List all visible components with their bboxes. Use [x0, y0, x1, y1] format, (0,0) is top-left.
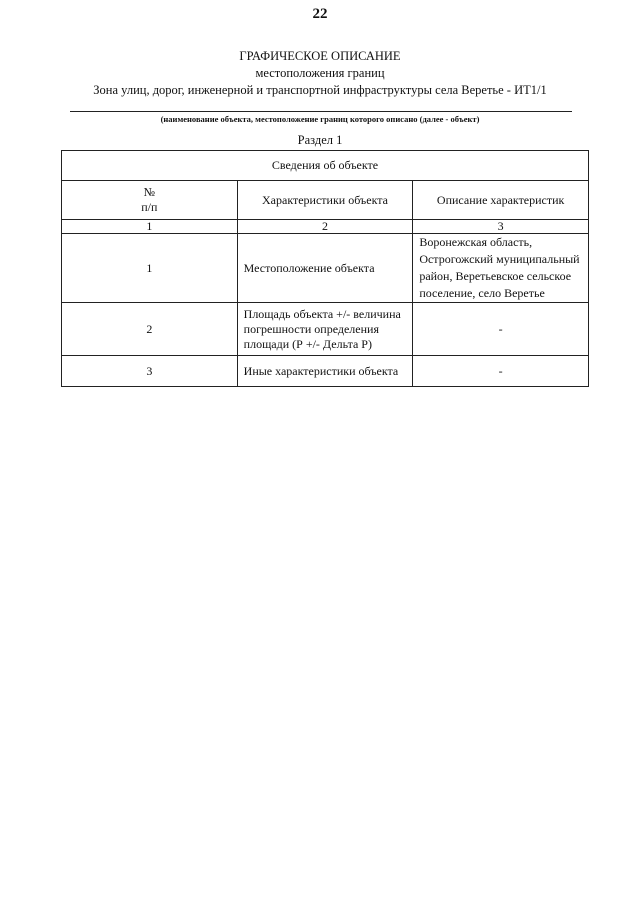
header-characteristics: Характеристики объекта	[237, 181, 413, 220]
row-characteristic: Местоположение объекта	[237, 234, 413, 303]
table-row	[62, 234, 589, 303]
row-number: 2	[62, 303, 238, 356]
page-number: 22	[312, 6, 328, 22]
row-description: -	[413, 356, 589, 387]
row-characteristic: Иные характеристики объекта	[237, 356, 413, 387]
column-index: 1	[62, 220, 238, 234]
document-subtitle: местоположения границ	[255, 66, 385, 80]
object-name: Зона улиц, дорог, инженерной и транспортной инфраструктуры села Веретье - ИТ1/1	[93, 83, 547, 97]
row-description: Воронежская область, Острогожский муниципальный район, Веретьевское сельское поселение, село Веретье	[413, 234, 589, 303]
row-number: 1	[62, 234, 238, 303]
header-num	[62, 181, 238, 220]
table-header-row	[62, 181, 589, 220]
object-name-underline	[70, 111, 572, 112]
section-label: Раздел 1	[297, 133, 343, 147]
table-row	[62, 356, 589, 387]
object-name-caption: (наименование объекта, местоположение границ которого описано (далее - объект)	[160, 114, 480, 124]
row-number: 3	[62, 356, 238, 387]
header-num-line2: п/п	[141, 200, 158, 214]
column-index: 2	[237, 220, 413, 234]
table-row	[62, 303, 589, 356]
header-num-line1: №	[143, 185, 156, 199]
column-index: 3	[413, 220, 589, 234]
table-title-row	[62, 151, 589, 181]
object-info-table	[61, 150, 589, 387]
table-title: Сведения об объекте	[62, 151, 589, 181]
row-characteristic: Площадь объекта +/- величина погрешности определения площади (Р +/- Дельта Р)	[237, 303, 413, 356]
column-index-row	[62, 220, 589, 234]
header-description: Описание характеристик	[413, 181, 589, 220]
document-title: ГРАФИЧЕСКОЕ ОПИСАНИЕ	[239, 49, 401, 63]
row-description: -	[413, 303, 589, 356]
